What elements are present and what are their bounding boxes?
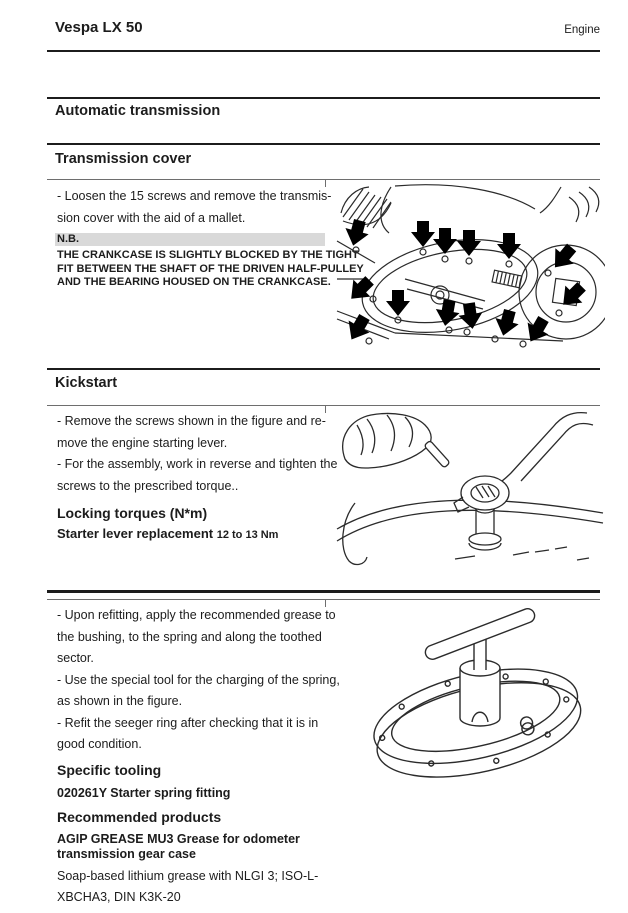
starter-spring-text xyxy=(57,605,340,909)
torque-item-label: Starter lever replacement xyxy=(57,526,214,541)
body-text-line: - Use the special tool for the charging of the spring, xyxy=(57,672,340,687)
locking-torques-heading: Locking torques (N*m) xyxy=(57,505,208,521)
spring-fitting-tool-illustration xyxy=(348,604,610,799)
body-text-line: - Remove the screws shown in the figure and re- xyxy=(57,414,326,428)
body-text-line: - Loosen the 15 screws and remove the transmis- xyxy=(57,189,332,203)
recommended-products-heading: Recommended products xyxy=(57,808,222,825)
hand-illustration xyxy=(343,413,431,468)
warning-line: FIT BETWEEN THE SHAFT OF THE DRIVEN HALF-PULLEY xyxy=(57,262,364,275)
starting-lever-illustration xyxy=(335,409,605,571)
warning-line: AND THE BEARING HOUSED ON THE CRANKCASE. xyxy=(57,276,331,288)
section-rule xyxy=(47,143,600,145)
body-text-line: - Refit the seeger ring after checking that it is in xyxy=(57,715,319,730)
body-text-line: move the engine starting lever. xyxy=(57,435,228,450)
product-name-line: AGIP GREASE MU3 Grease for odometer xyxy=(57,831,300,846)
kickstart-text xyxy=(57,411,338,543)
chapter-label: Engine xyxy=(564,24,600,36)
column-top-rule xyxy=(47,179,600,180)
section-heading-transmission-cover: Transmission cover xyxy=(55,151,192,167)
kickstart-line-art xyxy=(337,413,603,565)
body-text-line: the bushing, to the spring and along the toothed xyxy=(57,629,322,644)
transmission-cover-figure xyxy=(335,183,605,348)
section-rule xyxy=(47,590,600,593)
section-rule xyxy=(47,368,600,370)
body-text-line: sion cover with the aid of a mallet. xyxy=(57,210,246,225)
body-text-line: as shown in the figure. xyxy=(57,694,183,708)
column-top-rule xyxy=(47,405,600,406)
product-description xyxy=(57,866,333,909)
product-description-line: Soap-based lithium grease with NLGI 3; ISO-L- xyxy=(57,868,319,883)
starter-spring-tool-figure xyxy=(348,604,610,799)
body-text-line: good condition. xyxy=(57,737,142,751)
nb-label: N.B. xyxy=(55,233,325,246)
torque-value: 12 to 13 Nm xyxy=(216,529,279,541)
transmission-cover-text xyxy=(57,186,364,290)
tooling-item: 020261Y Starter spring fitting xyxy=(57,785,231,800)
crankcase-screws-illustration xyxy=(335,183,605,348)
header-rule xyxy=(47,50,600,52)
body-text-line: screws to the prescribed torque.. xyxy=(57,478,239,493)
body-text-line: - Upon refitting, apply the recommended grease to xyxy=(57,608,336,622)
hand-tool xyxy=(424,440,450,468)
body-text-line: sector. xyxy=(57,651,94,665)
section-heading-automatic-transmission: Automatic transmission xyxy=(55,103,221,119)
column-divider-tick xyxy=(325,180,326,187)
page-title: Vespa LX 50 xyxy=(55,19,143,36)
tool-line-art xyxy=(365,607,590,795)
warning-note xyxy=(57,249,364,290)
section-heading-kickstart: Kickstart xyxy=(55,375,118,391)
warning-line: THE CRANKCASE IS SLIGHTLY BLOCKED BY THE TIGHT xyxy=(57,249,359,261)
section-rule xyxy=(47,97,600,99)
product-description-line: XBCHA3, DIN K3K-20 xyxy=(57,890,181,904)
product-name-line: transmission gear case xyxy=(57,847,196,861)
specific-tooling-heading: Specific tooling xyxy=(57,761,162,778)
torque-spec-row xyxy=(57,526,329,543)
kickstart-figure xyxy=(335,409,605,571)
body-text-line: - For the assembly, work in reverse and tighten the xyxy=(57,457,338,471)
column-top-rule xyxy=(47,599,600,600)
product-name xyxy=(57,832,333,863)
